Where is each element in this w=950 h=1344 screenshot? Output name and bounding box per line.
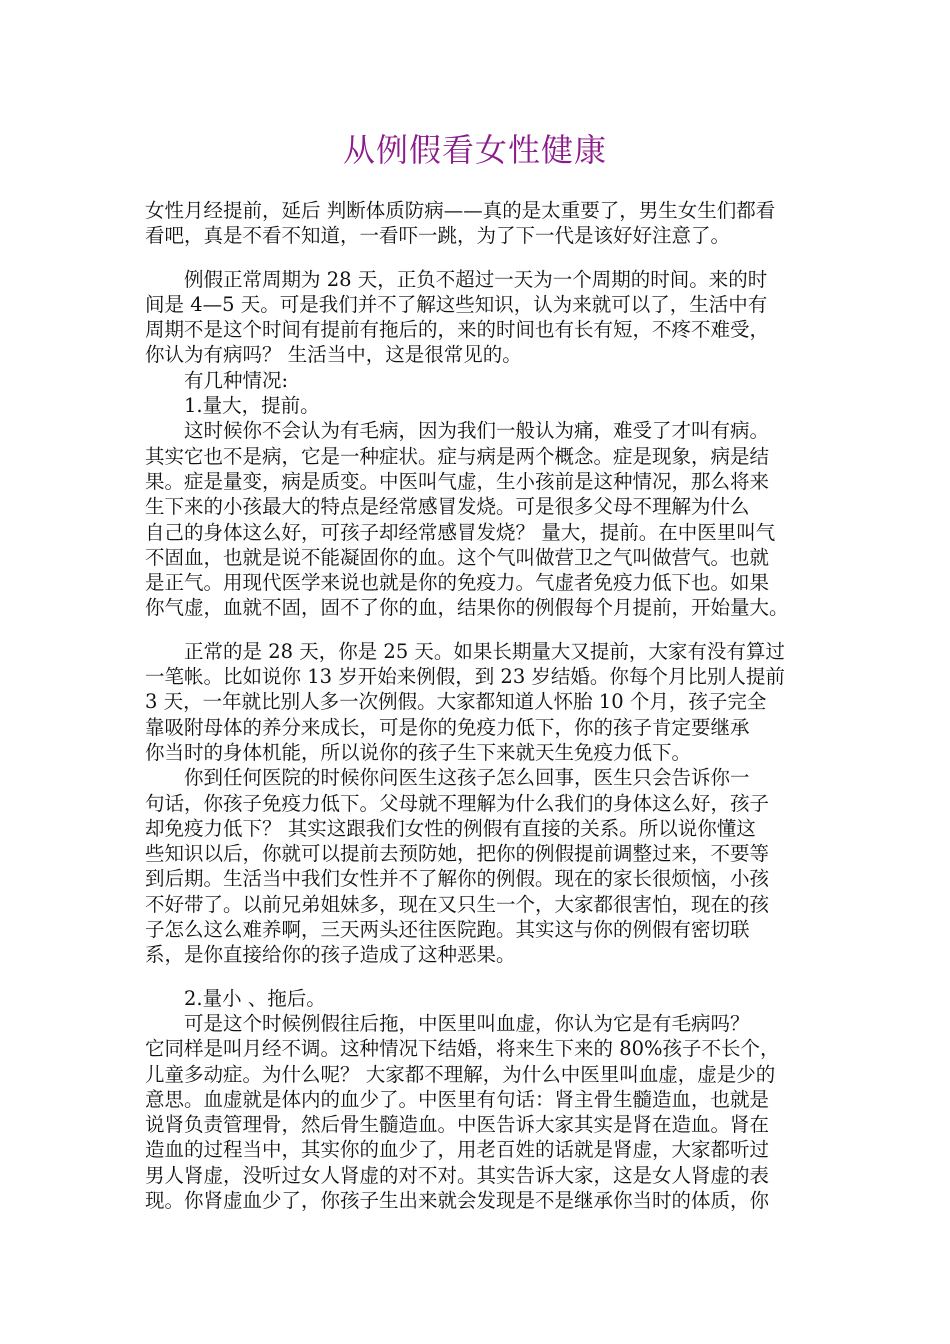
- text-line: 这时候你不会认为有毛病，因为我们一般认为痛，难受了才叫有病。: [145, 419, 770, 443]
- text-line: 例假正常周期为 28 天，正负不超过一天为一个周期的时间。来的时: [145, 267, 768, 291]
- text-line: 1.量大，提前。: [145, 394, 320, 418]
- text-line: 儿童多动症。为什么呢？ 大家都不理解，为什么中医里叫血虚，虚是少的: [145, 1062, 776, 1086]
- document-title: 从例假看女性健康: [342, 131, 607, 169]
- text-line: 不固血，也就是说不能凝固你的血。这个气叫做营卫之气叫做营气。也就: [145, 545, 770, 569]
- text-line: 却免疫力低下？ 其实这跟我们女性的例假有直接的关系。所以说你懂这: [145, 816, 756, 840]
- text-line: 你认为有病吗？ 生活当中，这是很常见的。: [145, 343, 522, 367]
- text-line: 你当时的身体机能，所以说你的孩子生下来就天生免疫力低下。: [145, 740, 692, 764]
- text-line: 2.量小 、拖后。: [145, 986, 326, 1010]
- text-line: 一笔帐。比如说你 13 岁开始来例假，到 23 岁结婚。你每个月比别人提前: [145, 665, 785, 689]
- text-line: 间是 4—5 天。可是我们并不了解这些知识，认为来就可以了，生活中有: [145, 292, 768, 316]
- text-line: 女性月经提前，延后 判断体质防病——真的是太重要了，男生女生们都看: [145, 199, 776, 222]
- document-body: [145, 198, 820, 1213]
- text-line: 有几种情况:: [145, 368, 289, 392]
- text-line: 生下来的小孩最大的特点是经常感冒发烧。可是很多父母不理解为什么: [145, 495, 750, 519]
- text-line: 是正气。用现代医学来说也就是你的免疫力。气虚者免疫力低下也。如果: [145, 571, 770, 595]
- text-line: 男人肾虚，没听过女人肾虚的对不对。其实告诉大家，这是女人肾虚的表: [145, 1163, 770, 1187]
- text-line: 自己的身体这么好，可孩子却经常感冒发烧？ 量大，提前。在中医里叫气: [145, 520, 776, 544]
- text-line: 造血的过程当中，其实你的血少了，用老百姓的话就是肾虚，大家都听过: [145, 1138, 770, 1162]
- text-line: 子怎么这么难养啊，三天两头还往医院跑。其实这与你的例假有密切联: [145, 918, 750, 942]
- text-line: 不好带了。以前兄弟姐妹多，现在又只生一个，大家都很害怕，现在的孩: [145, 892, 770, 916]
- paragraph-gap: [145, 249, 820, 267]
- text-line: 其实它也不是病，它是一种症状。症与病是两个概念。症是现象，病是结: [145, 444, 770, 468]
- text-line: 正常的是 28 天，你是 25 天。如果长期量大又提前，大家有没有算过: [145, 639, 785, 663]
- text-line: 句话，你孩子免疫力低下。父母就不理解为什么我们的身体这么好，孩子: [145, 791, 770, 815]
- text-line: 现。你肾虚血少了，你孩子生出来就会发现是不是继承你当时的体质，你: [145, 1188, 770, 1212]
- paragraph-gap: [145, 621, 820, 639]
- text-line: 你到任何医院的时候你问医生这孩子怎么回事，医生只会告诉你一: [145, 766, 750, 790]
- text-line: 看吧，真是不看不知道，一看吓一跳，为了下一代是该好好注意了。: [145, 224, 731, 248]
- text-line: 周期不是这个时间有提前有拖后的，来的时间也有长有短，不疼不难受，: [145, 318, 770, 342]
- text-line: 系，是你直接给你的孩子造成了这种恶果。: [145, 943, 516, 967]
- text-line: 靠吸附母体的养分来成长，可是你的免疫力低下，你的孩子肯定要继承: [145, 715, 750, 739]
- text-line: 你气虚，血就不固，固不了你的血，结果你的例假每个月提前，开始量大。: [145, 596, 789, 620]
- text-line: 3 天，一年就比别人多一次例假。大家都知道人怀胎 10 个月，孩子完全: [145, 690, 767, 714]
- text-line: 可是这个时候例假往后拖，中医里叫血虚，你认为它是有毛病吗？: [145, 1011, 750, 1035]
- text-line: 说肾负责管理骨，然后骨生髓造血。中医告诉大家其实是肾在造血。肾在: [145, 1113, 770, 1137]
- text-line: 它同样是叫月经不调。这种情况下结婚，将来生下来的 80%孩子不长个，: [145, 1037, 780, 1061]
- text-line: 果。症是量变，病是质变。中医叫气虚，生小孩前是这种情况，那么将来: [145, 469, 770, 493]
- text-line: 意思。血虚就是体内的血少了。中医里有句话：肾主骨生髓造血，也就是: [145, 1087, 770, 1111]
- text-line: 到后期。生活当中我们女性并不了解你的例假。现在的家长很烦恼，小孩: [145, 867, 770, 891]
- paragraph-gap: [145, 968, 820, 986]
- text-line: 些知识以后，你就可以提前去预防她，把你的例假提前调整过来，不要等: [145, 842, 770, 866]
